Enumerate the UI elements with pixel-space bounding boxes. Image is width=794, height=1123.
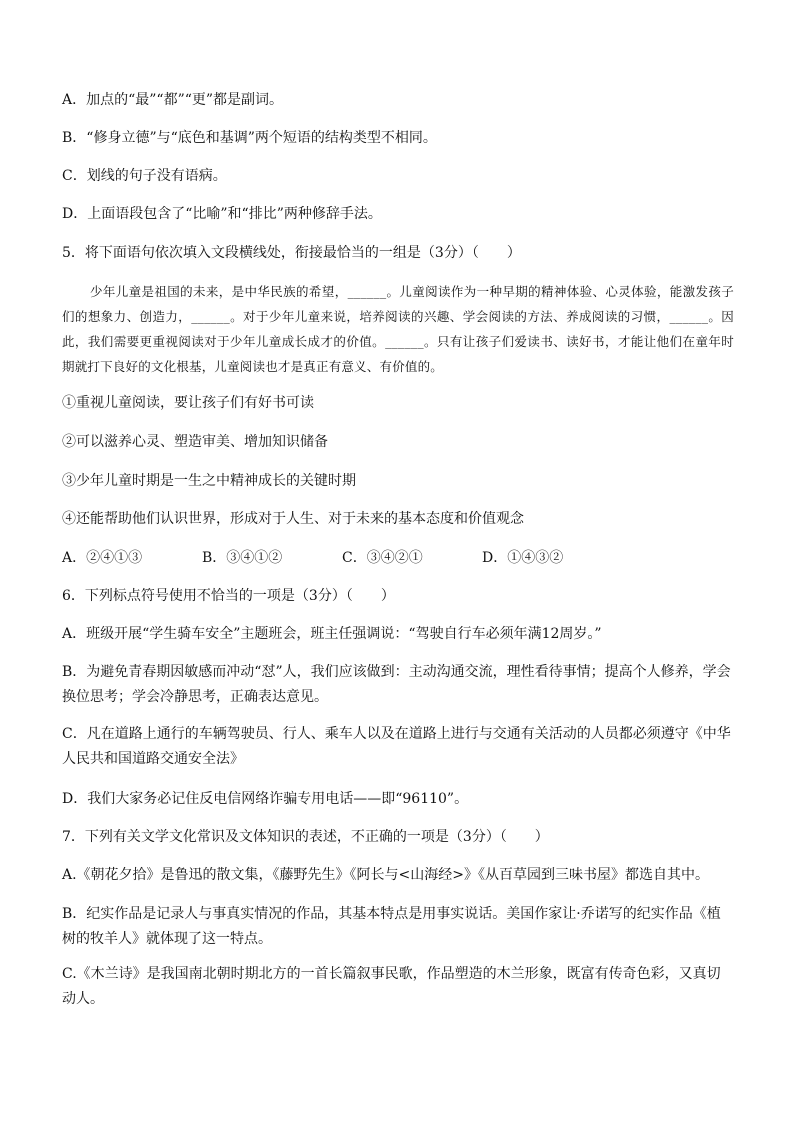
q6-option-a: A．班级开展“学生骑车安全”主题班会，班主任强调说：“驾驶自行车必须年满12周岁。” xyxy=(62,626,602,642)
q5-sentence-4: ④还能帮助他们认识世界，形成对于人生、对于未来的基本态度和价值观念 xyxy=(62,511,524,527)
q6-option-d: D．我们大家务必记住反电信网络诈骗专用电话——即“96110”。 xyxy=(62,791,469,807)
q5-stem: 5．将下面语句依次填入文段横线处，衔接最恰当的一组是（3分）（ ） xyxy=(62,245,521,261)
q7-stem: 7．下列有关文学文化常识及文体知识的表述，不正确的一项是（3分）（ ） xyxy=(62,829,549,845)
q6-option-b: B．为避免青春期因敏感而冲动“怼”人，我们应该做到：主动沟通交流，理性看待事情；提高个人修养，学会换位思考；学会冷静思考，正确表达意见。 xyxy=(62,664,731,705)
q7-option-a: A.《朝花夕拾》是鲁迅的散文集，《藤野先生》《阿长与<山海经>》《从百草园到三味书屋》都选自其中。 xyxy=(62,867,710,883)
q4-option-b: B．“修身立德”与“底色和基调”两个短语的结构类型不相同。 xyxy=(62,130,437,146)
q5-sentence-3: ③少年儿童时期是一生之中精神成长的关键时期 xyxy=(62,473,356,489)
q5-option-d: D．①④③② xyxy=(482,550,564,566)
q6-stem: 6．下列标点符号使用不恰当的一项是（3分）（ ） xyxy=(62,588,395,604)
q5-passage: 少年儿童是祖国的未来，是中华民族的希望，______。儿童阅读作为一种早期的精神体验、心灵体验，能激发孩子们的想象力、创造力，______。对于少年儿童来说，培养阅读的兴趣、学会阅读的方法、养成阅读的习惯，______。因此，我们需要更重视阅读对于少年儿童成长成才的价值。______。只有让孩子们爱读书、读好书，才能让他们在童年时期就打下良好的文化根基，儿童阅读也才是真正有意义、有价值的。 xyxy=(62,284,734,374)
q4-option-c: C．划线的句子没有语病。 xyxy=(62,168,227,184)
q5-option-a: A．②④①③ xyxy=(62,550,143,566)
q5-sentence-1: ①重视儿童阅读，要让孩子们有好书可读 xyxy=(62,395,314,411)
q5-option-c: C．③④②① xyxy=(342,550,423,566)
q7-option-b: B．纪实作品是记录人与事真实情况的作品，其基本特点是用事实说话。美国作家让·乔诺写的纪实作品《植树的牧羊人》就体现了这一特点。 xyxy=(62,906,721,947)
q4-option-a: A．加点的“最”“都”“更”都是副词。 xyxy=(62,92,284,108)
q5-sentence-2: ②可以滋养心灵、塑造审美、增加知识储备 xyxy=(62,434,328,450)
q7-option-c: C.《木兰诗》是我国南北朝时期北方的一首长篇叙事民歌，作品塑造的木兰形象，既富有传奇色彩，又真切动人。 xyxy=(62,966,721,1007)
q6-option-c: C．凡在道路上通行的车辆驾驶员、行人、乘车人以及在道路上进行与交通有关活动的人员都必须遵守《中华人民共和国道路交通安全法》 xyxy=(62,726,731,767)
q4-option-d: D．上面语段包含了“比喻”和“排比”两种修辞手法。 xyxy=(62,206,382,222)
q5-option-b: B．③④①② xyxy=(202,550,283,566)
